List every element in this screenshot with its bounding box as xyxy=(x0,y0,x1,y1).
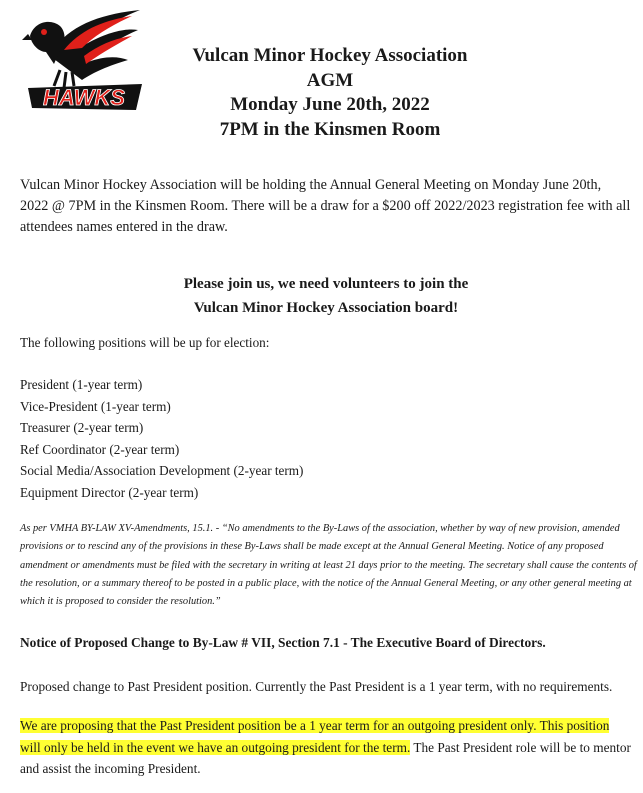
volunteer-callout xyxy=(20,272,632,320)
list-item: President (1-year term) xyxy=(20,377,143,392)
list-item: Social Media/Association Development (2-year term) xyxy=(20,463,304,479)
title-line-org: Vulcan Minor Hockey Association xyxy=(192,45,468,66)
volunteer-callout-line-2: Vulcan Minor Hockey Association board! xyxy=(193,300,459,316)
hawks-logo xyxy=(20,6,144,114)
intro-paragraph: Vulcan Minor Hockey Association will be holding the Annual General Meeting on Monday June 20th, 2022 @ 7PM in the Kinsmen Room. There will be a draw for a $200 off 2022/2023 registration fee with all attendees names entered in the draw. xyxy=(20,177,631,235)
list-item: Vice-President (1-year term) xyxy=(20,398,171,414)
bylaw-quote: As per VMHA BY-LAW XV-Amendments, 15.1. - “No amendments to the By-Laws of the association, whether by way of new provision, amended provisions or to rescind any of the provisions in these By-Laws shall be made except at the Annual General Meeting. Notice of any proposed amendment or amendments must be filed with the secretary in writing at least 21 days prior to the meeting. The secretary shall cause the contents of the resolution, or a summary thereof to be posted in a public place, with the notice of the Annual General Meeting, or any other general meeting at which it is proposed to consider the resolution.” xyxy=(20,523,637,608)
positions-list xyxy=(20,374,303,504)
proposal-rest-text: The Past President role will be to mentor and assist the incoming President. xyxy=(20,739,631,776)
hawks-wordmark xyxy=(24,82,148,112)
volunteer-callout-line-1: Please join us, we need volunteers to join the xyxy=(183,276,469,292)
title-line-agm: AGM xyxy=(306,69,354,91)
notice-heading: Notice of Proposed Change to By-Law # VII, Section 7.1 - The Executive Board of Directors. xyxy=(20,635,546,650)
list-item: Equipment Director (2-year term) xyxy=(20,484,199,500)
list-item: Treasurer (2-year term) xyxy=(20,420,144,436)
title-line-date: Monday June 20th, 2022 xyxy=(230,94,430,115)
title-line-time-place: 7PM in the Kinsmen Room xyxy=(219,118,441,140)
page-title xyxy=(150,44,510,142)
list-item: Ref Coordinator (2-year term) xyxy=(20,441,180,457)
proposal-paragraph xyxy=(20,715,632,780)
highlighted-proposal-text: We are proposing that the Past President position be a 1 year term for an outgoing president only. This position will only be held in the event we have an outgoing president for the term. xyxy=(20,718,610,755)
positions-intro: The following positions will be up for election: xyxy=(20,335,270,350)
proposed-change-paragraph: Proposed change to Past President position. Currently the Past President is a 1 year term, with no requirements. xyxy=(20,679,613,694)
svg-text:HAWKS: HAWKS xyxy=(43,85,125,110)
